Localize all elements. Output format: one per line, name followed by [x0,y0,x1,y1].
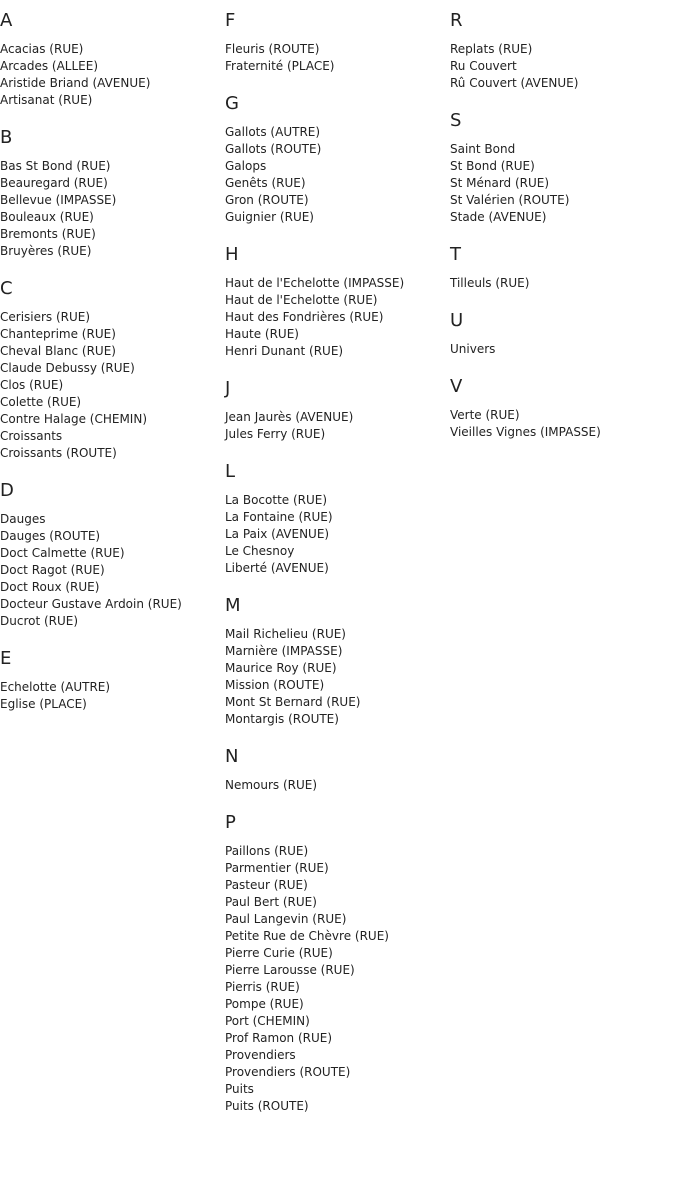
street-item: Artisanat (RUE) [0,93,93,107]
street-list [450,407,675,441]
street-item: Eglise (PLACE) [0,697,87,711]
street-list [450,41,675,92]
street-list [0,41,225,109]
street-list [0,309,225,462]
street-item: La Paix (AVENUE) [225,527,330,541]
section-d [0,480,225,630]
street-item: Mont St Bernard (RUE) [225,695,361,709]
street-item: Maurice Roy (RUE) [225,661,337,675]
street-item: Croissants [0,429,63,443]
street-item: Dauges (ROUTE) [0,529,101,543]
street-item: Tilleuls (RUE) [450,276,530,290]
street-item: Paul Langevin (RUE) [225,912,347,926]
section-letter: F [225,10,236,31]
section-letter: T [450,244,461,265]
section-u [450,310,675,358]
street-list [225,492,450,577]
street-item: Bremonts (RUE) [0,227,96,241]
street-item: Gron (ROUTE) [225,193,309,207]
street-list [225,777,450,794]
street-item: Doct Roux (RUE) [0,580,100,594]
street-item: St Ménard (RUE) [450,176,550,190]
street-item: Cerisiers (RUE) [0,310,91,324]
street-item: St Bond (RUE) [450,159,535,173]
street-item: Haut de l'Echelotte (RUE) [225,293,378,307]
section-letter: D [0,480,14,501]
street-item: Chanteprime (RUE) [0,327,116,341]
section-letter: C [0,278,13,299]
street-list [225,843,450,1115]
street-item: Gallots (ROUTE) [225,142,322,156]
street-list [225,124,450,226]
street-item: Replats (RUE) [450,42,533,56]
section-letter: L [225,461,236,482]
street-item: Liberté (AVENUE) [225,561,329,575]
street-item: Provendiers (ROUTE) [225,1065,351,1079]
street-item: Aristide Briand (AVENUE) [0,76,151,90]
street-item: Dauges [0,512,46,526]
index-column-2 [225,10,450,1133]
street-item: Contre Halage (CHEMIN) [0,412,147,426]
street-item: Mission (ROUTE) [225,678,325,692]
section-c [0,278,225,462]
section-n [225,746,450,794]
street-item: Parmentier (RUE) [225,861,329,875]
street-item: St Valérien (ROUTE) [450,193,570,207]
street-item: Doct Calmette (RUE) [0,546,125,560]
section-v [450,376,675,441]
section-e [0,648,225,713]
section-letter: M [225,595,241,616]
street-item: Fleuris (ROUTE) [225,42,320,56]
section-a [0,10,225,109]
street-item: Puits [225,1082,254,1096]
street-item: Le Chesnoy [225,544,295,558]
section-g [225,93,450,226]
street-list [450,141,675,226]
section-b [0,127,225,260]
section-t [450,244,675,292]
section-letter: V [450,376,463,397]
street-item: Ru Couvert [450,59,517,73]
street-item: Haut des Fondrières (RUE) [225,310,384,324]
street-item: La Bocotte (RUE) [225,493,328,507]
street-item: Doct Ragot (RUE) [0,563,105,577]
street-item: Bruyères (RUE) [0,244,92,258]
street-item: Docteur Gustave Ardoin (RUE) [0,597,182,611]
street-item: Haut de l'Echelotte (IMPASSE) [225,276,405,290]
street-item: Genêts (RUE) [225,176,306,190]
street-list [225,626,450,728]
section-p [225,812,450,1115]
street-list [450,341,675,358]
section-letter: H [225,244,239,265]
street-item: Pierre Curie (RUE) [225,946,333,960]
street-item: Marnière (IMPASSE) [225,644,343,658]
section-letter: A [0,10,13,31]
section-letter: S [450,110,462,131]
section-letter: P [225,812,236,833]
street-list [0,158,225,260]
street-item: Mail Richelieu (RUE) [225,627,346,641]
street-list [0,511,225,630]
street-item: Colette (RUE) [0,395,82,409]
street-item: Fraternité (PLACE) [225,59,335,73]
street-item: Clos (RUE) [0,378,64,392]
street-item: Ducrot (RUE) [0,614,79,628]
street-item: Petite Rue de Chèvre (RUE) [225,929,389,943]
street-item: Univers [450,342,496,356]
street-item: Prof Ramon (RUE) [225,1031,333,1045]
street-item: Verte (RUE) [450,408,520,422]
street-item: Acacias (RUE) [0,42,84,56]
section-letter: U [450,310,464,331]
street-item: Pasteur (RUE) [225,878,308,892]
street-item: Gallots (AUTRE) [225,125,321,139]
section-letter: R [450,10,463,31]
street-item: Claude Debussy (RUE) [0,361,135,375]
street-item: Jean Jaurès (AVENUE) [225,410,354,424]
street-item: Port (CHEMIN) [225,1014,310,1028]
street-item: Haute (RUE) [225,327,299,341]
street-item: Echelotte (AUTRE) [0,680,111,694]
street-item: Cheval Blanc (RUE) [0,344,116,358]
street-item: Rû Couvert (AVENUE) [450,76,579,90]
street-item: Nemours (RUE) [225,778,318,792]
street-item: Saint Bond [450,142,516,156]
section-m [225,595,450,728]
street-item: Puits (ROUTE) [225,1099,309,1113]
street-item: Galops [225,159,267,173]
street-item: Montargis (ROUTE) [225,712,339,726]
section-j [225,378,450,443]
street-item: Bas St Bond (RUE) [0,159,111,173]
street-item: Henri Dunant (RUE) [225,344,344,358]
index-column-1 [0,10,225,731]
street-item: Bellevue (IMPASSE) [0,193,117,207]
street-list [225,275,450,360]
street-list [0,679,225,713]
section-r [450,10,675,92]
street-item: Bouleaux (RUE) [0,210,94,224]
street-item: Guignier (RUE) [225,210,314,224]
section-letter: B [0,127,13,148]
street-list [225,409,450,443]
street-item: Arcades (ALLEE) [0,59,99,73]
index-column-3 [450,10,675,459]
street-list [225,41,450,75]
street-item: Paillons (RUE) [225,844,309,858]
section-letter: G [225,93,239,114]
section-letter: J [225,378,231,399]
section-letter: N [225,746,239,767]
street-item: Pierre Larousse (RUE) [225,963,355,977]
street-item: Stade (AVENUE) [450,210,547,224]
section-s [450,110,675,226]
street-list [450,275,675,292]
street-item: La Fontaine (RUE) [225,510,333,524]
street-item: Croissants (ROUTE) [0,446,117,460]
street-item: Provendiers [225,1048,296,1062]
street-item: Beauregard (RUE) [0,176,108,190]
section-l [225,461,450,577]
street-item: Vieilles Vignes (IMPASSE) [450,425,601,439]
street-item: Paul Bert (RUE) [225,895,317,909]
section-f [225,10,450,75]
street-item: Pompe (RUE) [225,997,304,1011]
section-h [225,244,450,360]
street-item: Jules Ferry (RUE) [225,427,326,441]
section-letter: E [0,648,12,669]
street-item: Pierris (RUE) [225,980,300,994]
